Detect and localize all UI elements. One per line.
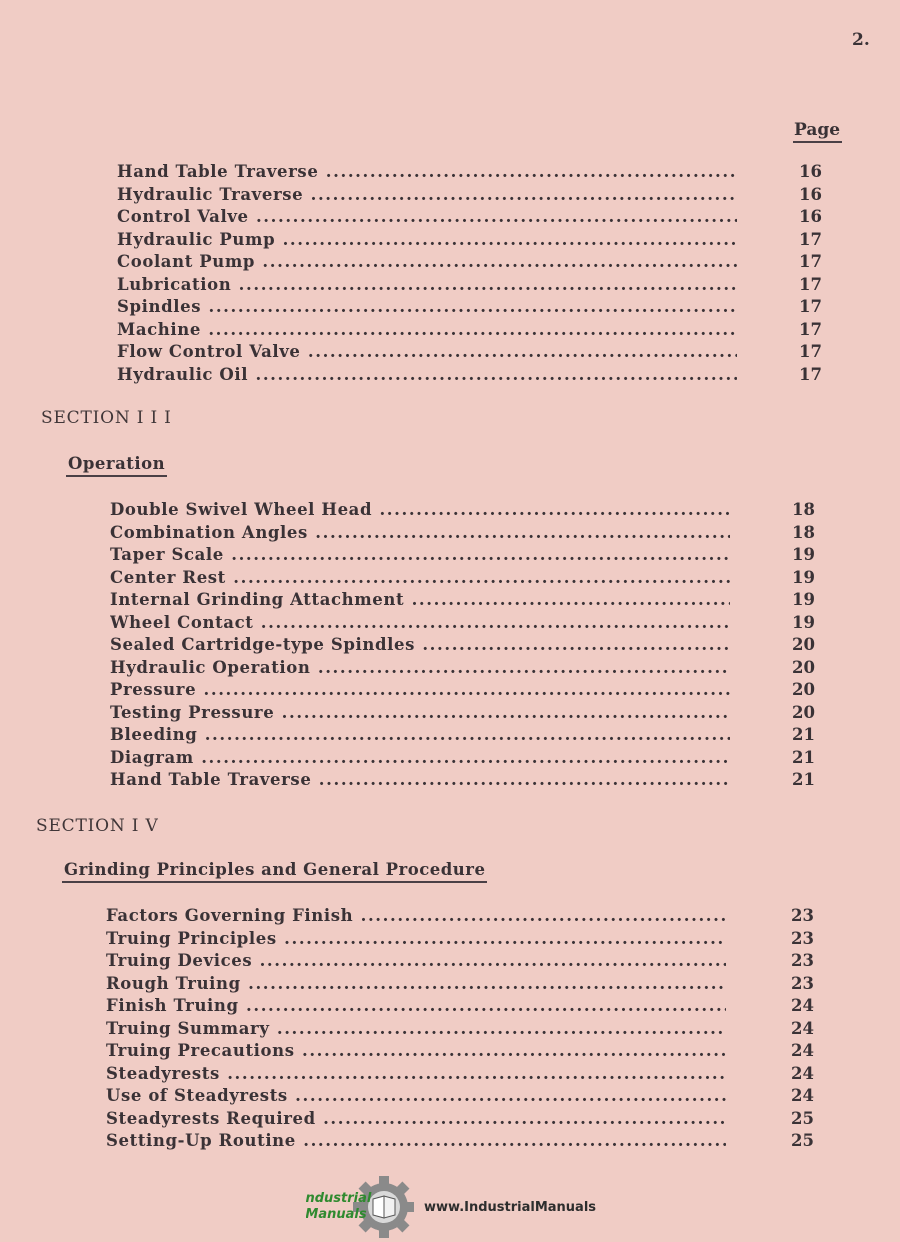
toc-entry[interactable]: [106, 951, 836, 974]
toc-entry-page: 24: [791, 1063, 814, 1083]
toc-entry[interactable]: [117, 297, 847, 320]
toc-entry[interactable]: [117, 275, 847, 298]
toc-entry-page: 19: [792, 545, 815, 564]
footer-website-link[interactable]: www.IndustrialManuals: [424, 1200, 597, 1215]
toc-entry[interactable]: [106, 906, 836, 929]
toc-entry-title: Use of Steadyrests .....: [106, 1086, 726, 1105]
toc-entry[interactable]: [106, 1041, 836, 1064]
toc-entry-title: Factors Governing Finish .....: [106, 906, 726, 925]
toc-entry-page: 20: [792, 702, 815, 722]
toc-entry[interactable]: [106, 1019, 836, 1042]
toc-entry-page: 21: [792, 770, 815, 789]
toc-entry-title: Hand Table Traverse .....: [117, 162, 737, 181]
toc-entry-page: 23: [791, 928, 814, 948]
toc-entry-page: 19: [792, 612, 815, 632]
toc-entry-page: 16: [799, 162, 822, 181]
gear-book-icon: [306, 1176, 414, 1238]
toc-entry-page: 17: [799, 364, 822, 384]
toc-entry-title: Lubrication .....: [117, 275, 737, 294]
toc-group-section-4: [106, 906, 836, 1154]
toc-entry[interactable]: [110, 703, 840, 726]
toc-entry-page: 17: [799, 252, 822, 271]
toc-entry-page: 18: [792, 500, 815, 519]
toc-entry-page: 17: [799, 297, 822, 316]
toc-entry-title: Double Swivel Wheel Head .....: [110, 500, 730, 519]
toc-entry[interactable]: [117, 365, 847, 388]
toc-entry-title: Hydraulic Pump .....: [117, 230, 737, 249]
toc-entry-page: 21: [792, 747, 815, 767]
toc-entry[interactable]: [110, 500, 840, 523]
toc-entry-title: Control Valve .....: [117, 207, 737, 226]
section-3-title: SECTION I I I: [41, 408, 172, 428]
industrial-manuals-logo[interactable]: [306, 1176, 414, 1238]
toc-entry-title: Hydraulic Traverse .....: [117, 185, 737, 204]
toc-entry-title: Setting-Up Routine .....: [106, 1131, 726, 1150]
toc-entry[interactable]: [117, 207, 847, 230]
toc-entry-title: Center Rest .....: [110, 568, 730, 587]
toc-entry-title: Spindles .....: [117, 297, 737, 316]
toc-entry[interactable]: [110, 613, 840, 636]
toc-entry[interactable]: [110, 770, 840, 793]
toc-entry-title: Sealed Cartridge-type Spindles .....: [110, 635, 730, 654]
toc-entry-title: Taper Scale .....: [110, 545, 730, 564]
toc-entry-page: 23: [791, 973, 814, 993]
toc-entry-page: 16: [799, 207, 822, 226]
toc-entry-page: 17: [799, 342, 822, 361]
toc-entry-page: 24: [791, 996, 814, 1015]
toc-entry-title: Flow Control Valve .....: [117, 342, 737, 361]
toc-entry[interactable]: [117, 252, 847, 275]
toc-entry[interactable]: [110, 725, 840, 748]
toc-entry-title: Machine .....: [117, 320, 737, 339]
toc-entry-page: 20: [792, 635, 815, 654]
toc-entry[interactable]: [106, 1064, 836, 1087]
toc-entry[interactable]: [110, 680, 840, 703]
section-3-subtitle: Operation: [66, 454, 167, 477]
toc-entry-title: Steadyrests Required .....: [106, 1109, 726, 1128]
toc-entry-page: 20: [792, 680, 815, 699]
toc-entry-title: Finish Truing .....: [106, 996, 726, 1015]
section-4-subtitle: Grinding Principles and General Procedure: [62, 860, 487, 883]
toc-entry-page: 17: [799, 229, 822, 249]
toc-entry-page: 25: [791, 1131, 814, 1150]
page-number: 2.: [852, 30, 870, 50]
toc-entry-page: 17: [799, 319, 822, 339]
toc-entry-page: 20: [792, 657, 815, 677]
toc-entry[interactable]: [117, 185, 847, 208]
toc-entry-title: Truing Precautions .....: [106, 1041, 726, 1060]
toc-entry[interactable]: [106, 996, 836, 1019]
logo-text-line1: Industrial: [306, 1191, 372, 1206]
toc-entry[interactable]: [117, 320, 847, 343]
toc-entry-title: Rough Truing .....: [106, 974, 726, 993]
toc-entry[interactable]: [110, 748, 840, 771]
toc-entry-title: Truing Devices .....: [106, 951, 726, 970]
toc-entry[interactable]: [110, 568, 840, 591]
toc-entry[interactable]: [106, 1086, 836, 1109]
toc-entry-page: 19: [792, 567, 815, 587]
toc-entry-title: Hydraulic Operation .....: [110, 658, 730, 677]
toc-entry[interactable]: [106, 1109, 836, 1132]
toc-entry[interactable]: [110, 545, 840, 568]
toc-group-1: [117, 162, 847, 387]
toc-entry-page: 23: [791, 906, 814, 925]
toc-entry-page: 23: [791, 951, 814, 970]
toc-entry-title: Testing Pressure .....: [110, 703, 730, 722]
toc-entry-title: Steadyrests .....: [106, 1064, 726, 1083]
toc-entry-page: 24: [791, 1018, 814, 1038]
toc-entry-title: Hydraulic Oil .....: [117, 365, 737, 384]
toc-entry[interactable]: [110, 635, 840, 658]
toc-entry[interactable]: [117, 342, 847, 365]
toc-entry-page: 18: [792, 522, 815, 542]
toc-entry[interactable]: [106, 1131, 836, 1154]
toc-group-section-3: [110, 500, 840, 793]
toc-entry[interactable]: [106, 929, 836, 952]
toc-entry-title: Bleeding .....: [110, 725, 730, 744]
toc-entry-title: Wheel Contact .....: [110, 613, 730, 632]
toc-entry[interactable]: [110, 523, 840, 546]
toc-entry-page: 16: [799, 184, 822, 204]
toc-entry[interactable]: [117, 162, 847, 185]
toc-entry[interactable]: [117, 230, 847, 253]
toc-entry-title: Combination Angles .....: [110, 523, 730, 542]
toc-entry-title: Truing Principles .....: [106, 929, 726, 948]
toc-entry[interactable]: [110, 590, 840, 613]
toc-entry-title: Coolant Pump .....: [117, 252, 737, 271]
toc-entry-page: 24: [791, 1041, 814, 1060]
toc-entry-page: 24: [791, 1086, 814, 1105]
toc-entry-title: Truing Summary .....: [106, 1019, 726, 1038]
toc-entry-page: 25: [791, 1108, 814, 1128]
section-4-title: SECTION I V: [36, 816, 159, 836]
toc-entry[interactable]: [110, 658, 840, 681]
toc-entry[interactable]: [106, 974, 836, 997]
toc-entry-title: Pressure .....: [110, 680, 730, 699]
toc-entry-title: Hand Table Traverse .....: [110, 770, 730, 789]
toc-entry-title: Internal Grinding Attachment .....: [110, 590, 730, 609]
logo-text-line2: Manuals: [306, 1207, 367, 1222]
toc-entry-page: 17: [799, 274, 822, 294]
toc-entry-page: 19: [792, 590, 815, 609]
toc-entry-title: Diagram .....: [110, 748, 730, 767]
toc-entry-page: 21: [792, 725, 815, 744]
page-column-header: Page: [793, 120, 842, 143]
